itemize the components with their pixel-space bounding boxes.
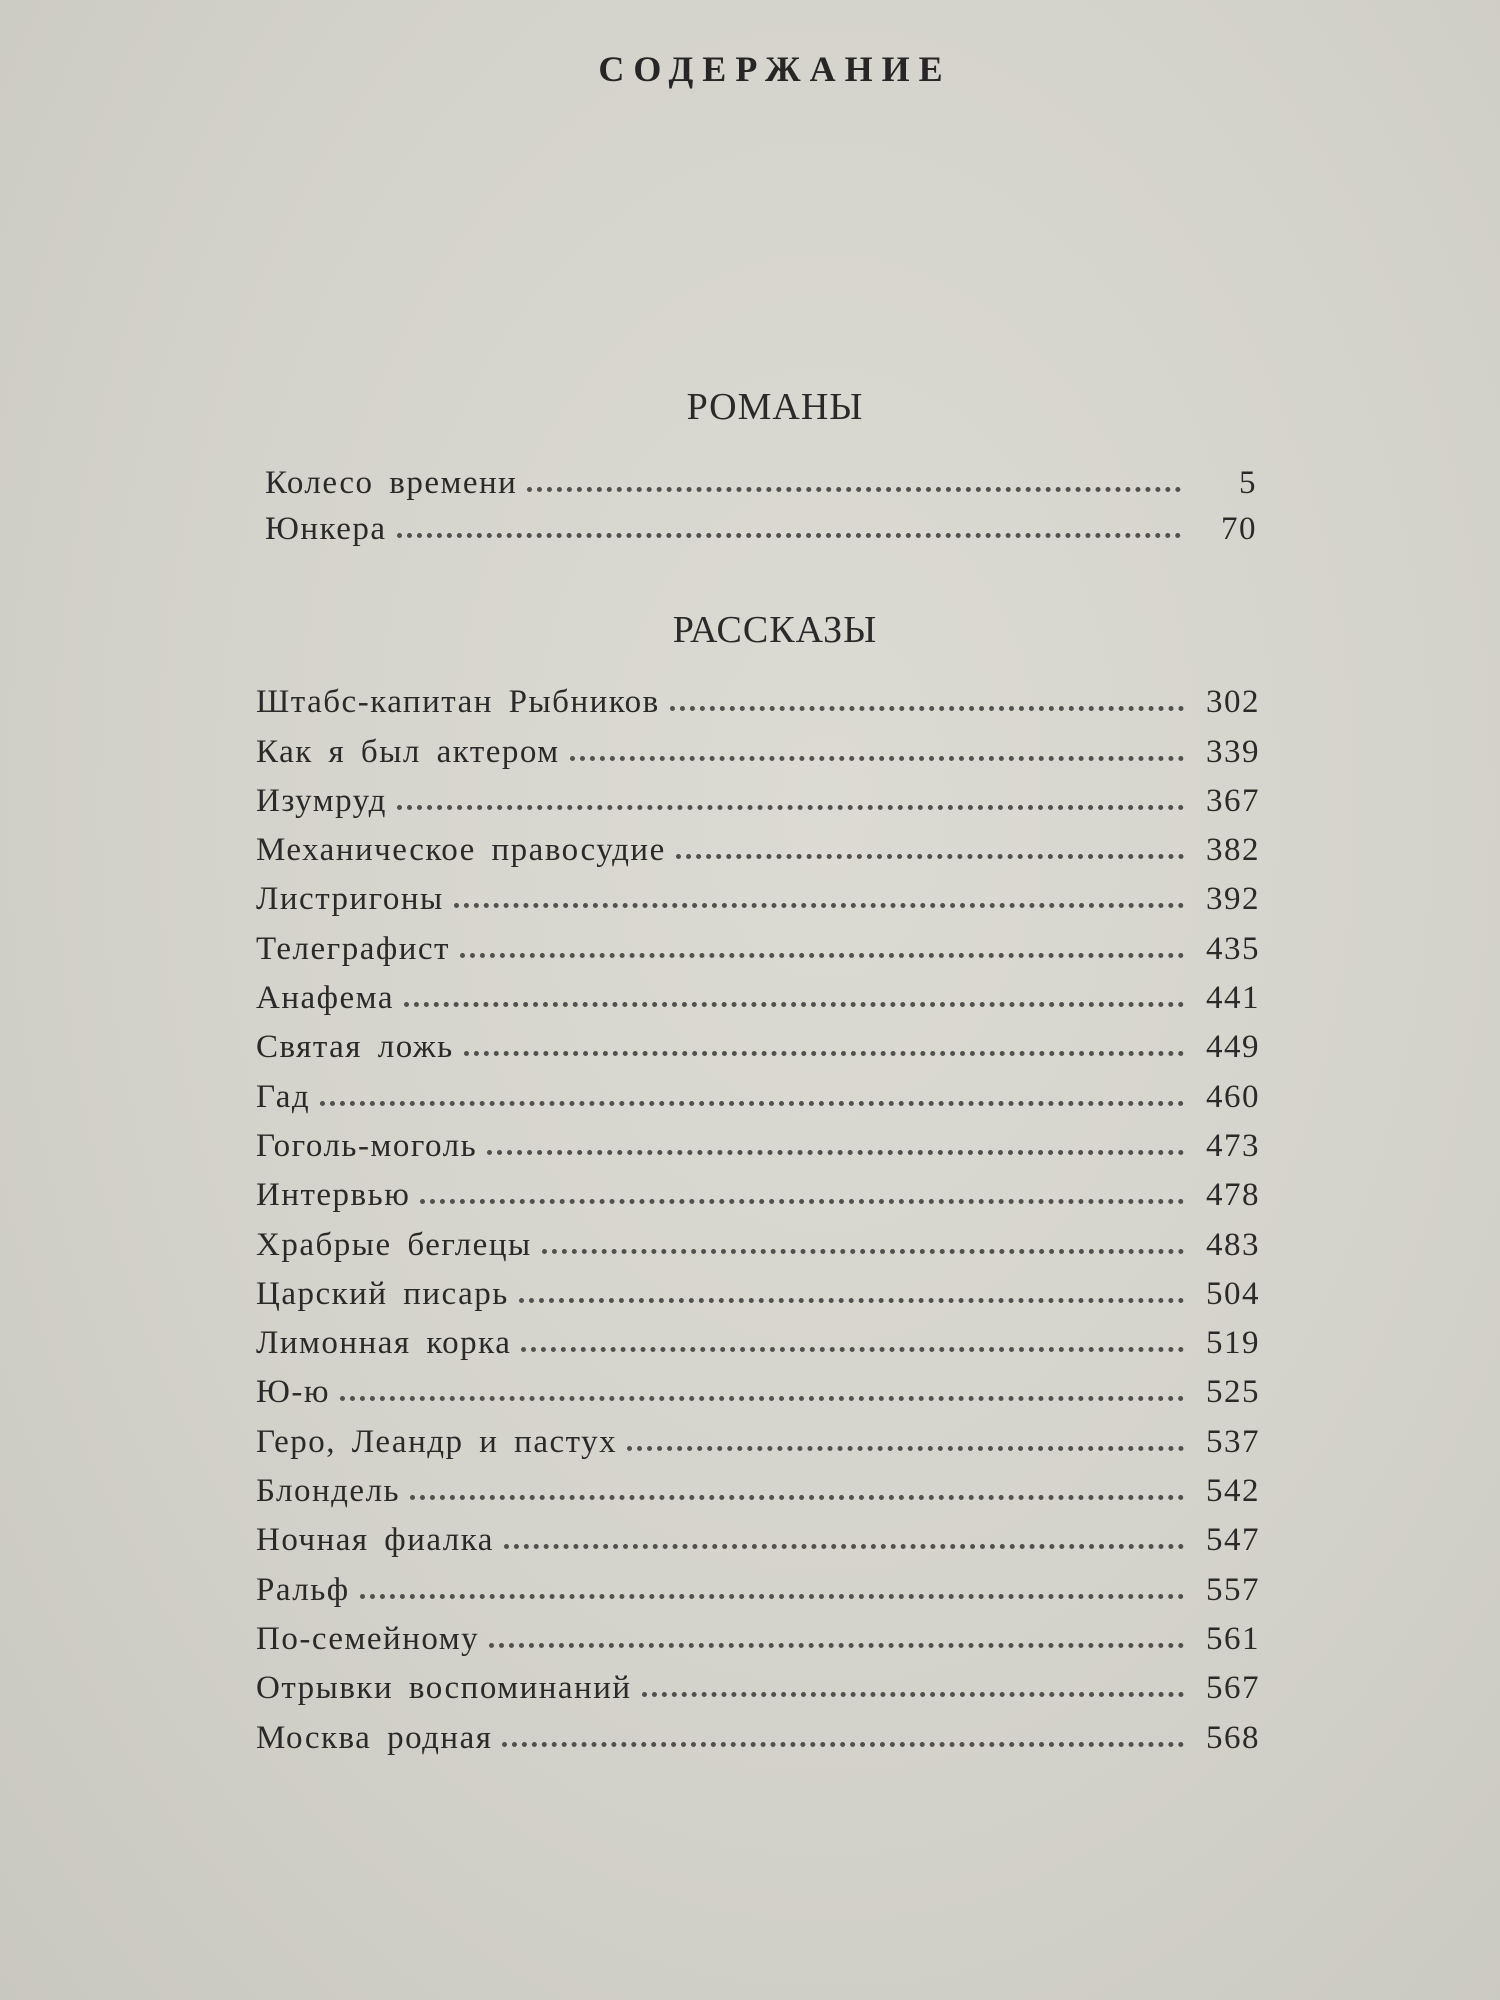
toc-entry	[0, 1609, 1500, 1658]
entry-page-number: 367	[1206, 782, 1260, 819]
dot-leader	[320, 1101, 1184, 1106]
entry-title: Отрывки воспоминаний	[256, 1670, 632, 1707]
dot-leader	[676, 854, 1184, 859]
dot-leader	[404, 1002, 1184, 1007]
dot-leader	[410, 1495, 1184, 1500]
entry-title: Царский писарь	[256, 1275, 509, 1312]
toc-entry	[0, 1362, 1500, 1411]
entry-title: Изумруд	[256, 782, 387, 819]
toc-entry	[0, 1707, 1500, 1756]
entry-page-number: 547	[1206, 1522, 1260, 1559]
dot-leader	[360, 1594, 1184, 1599]
entry-page-number: 70	[1221, 511, 1257, 547]
toc-entry	[0, 1017, 1500, 1066]
dot-leader	[487, 1150, 1184, 1155]
toc-entry	[0, 869, 1500, 918]
entry-title: Гоголь-моголь	[256, 1127, 478, 1164]
dot-leader	[489, 1643, 1184, 1648]
entry-title: По-семейному	[256, 1620, 480, 1657]
section-heading-novels: РОМАНЫ	[686, 386, 864, 428]
dot-leader	[502, 1742, 1184, 1747]
entry-title: Геро, Леандр и пастух	[256, 1423, 618, 1460]
page-title: СОДЕРЖАНИЕ	[598, 49, 952, 89]
entry-title: Святая ложь	[256, 1029, 454, 1066]
entry-page-number: 5	[1239, 465, 1257, 501]
entry-page-number: 567	[1206, 1670, 1260, 1707]
entry-title: Лимонная корка	[256, 1325, 512, 1362]
dot-leader	[454, 903, 1184, 908]
dot-leader	[464, 1051, 1184, 1056]
dot-leader	[340, 1396, 1184, 1401]
entry-title: Блондель	[256, 1473, 401, 1510]
entry-title: Листригоны	[256, 881, 444, 918]
entry-page-number: 302	[1206, 684, 1260, 721]
dot-leader	[504, 1544, 1184, 1549]
toc-entry	[0, 672, 1500, 721]
entry-page-number: 478	[1206, 1177, 1260, 1214]
toc-entry	[0, 1066, 1500, 1115]
entry-page-number: 392	[1206, 881, 1260, 918]
entry-title: Колесо времени	[265, 465, 518, 501]
entry-page-number: 561	[1206, 1620, 1260, 1657]
entry-title: Москва родная	[256, 1719, 493, 1756]
toc-entry	[0, 1658, 1500, 1707]
toc-entry	[0, 820, 1500, 869]
dot-leader	[642, 1692, 1184, 1697]
toc-list-novels	[0, 456, 1500, 548]
entry-page-number: 537	[1206, 1423, 1260, 1460]
toc-entry	[0, 1559, 1500, 1608]
dot-leader	[627, 1446, 1184, 1451]
entry-page-number: 504	[1206, 1275, 1260, 1312]
dot-leader	[521, 1347, 1184, 1352]
entry-title: Храбрые беглецы	[256, 1226, 532, 1263]
dot-leader	[670, 706, 1184, 711]
section-heading-stories: РАССКАЗЫ	[672, 609, 878, 651]
entry-title: Ральф	[256, 1571, 350, 1608]
dot-leader	[420, 1199, 1184, 1204]
toc-entry	[0, 1116, 1500, 1165]
entry-title: Телеграфист	[256, 930, 450, 967]
entry-title: Интервью	[256, 1177, 411, 1214]
toc-entry	[0, 502, 1500, 548]
dot-leader	[397, 805, 1184, 810]
entry-title: Анафема	[256, 980, 394, 1017]
entry-title: Как я был актером	[256, 733, 560, 770]
toc-list-stories	[0, 672, 1500, 1757]
toc-entry	[0, 968, 1500, 1017]
entry-page-number: 339	[1206, 733, 1260, 770]
dot-leader	[542, 1249, 1184, 1254]
toc-entry	[0, 918, 1500, 967]
dot-leader	[519, 1298, 1184, 1303]
entry-page-number: 542	[1206, 1473, 1260, 1510]
toc-entry	[0, 1165, 1500, 1214]
entry-title: Механическое правосудие	[256, 832, 666, 869]
toc-entry	[0, 1411, 1500, 1460]
entry-page-number: 460	[1206, 1078, 1260, 1115]
toc-entry	[0, 721, 1500, 770]
entry-page-number: 449	[1206, 1029, 1260, 1066]
entry-page-number: 525	[1206, 1374, 1260, 1411]
entry-page-number: 519	[1206, 1325, 1260, 1362]
entry-page-number: 473	[1206, 1127, 1260, 1164]
toc-entry	[0, 456, 1500, 502]
toc-entry	[0, 1264, 1500, 1313]
dot-leader	[397, 533, 1181, 538]
toc-entry	[0, 1313, 1500, 1362]
entry-page-number: 483	[1206, 1226, 1260, 1263]
dot-leader	[460, 953, 1184, 958]
entry-title: Ю-ю	[256, 1374, 331, 1411]
entry-title: Гад	[256, 1078, 311, 1115]
entry-page-number: 382	[1206, 832, 1260, 869]
entry-page-number: 557	[1206, 1571, 1260, 1608]
toc-entry	[0, 1510, 1500, 1559]
toc-entry	[0, 1461, 1500, 1510]
entry-page-number: 435	[1206, 930, 1260, 967]
entry-title: Ночная фиалка	[256, 1522, 494, 1559]
dot-leader	[527, 487, 1181, 492]
entry-title: Юнкера	[265, 511, 387, 547]
entry-page-number: 441	[1206, 980, 1260, 1017]
entry-title: Штабс-капитан Рыбников	[256, 684, 660, 721]
dot-leader	[570, 756, 1184, 761]
entry-page-number: 568	[1206, 1719, 1260, 1756]
toc-entry	[0, 771, 1500, 820]
toc-entry	[0, 1214, 1500, 1263]
